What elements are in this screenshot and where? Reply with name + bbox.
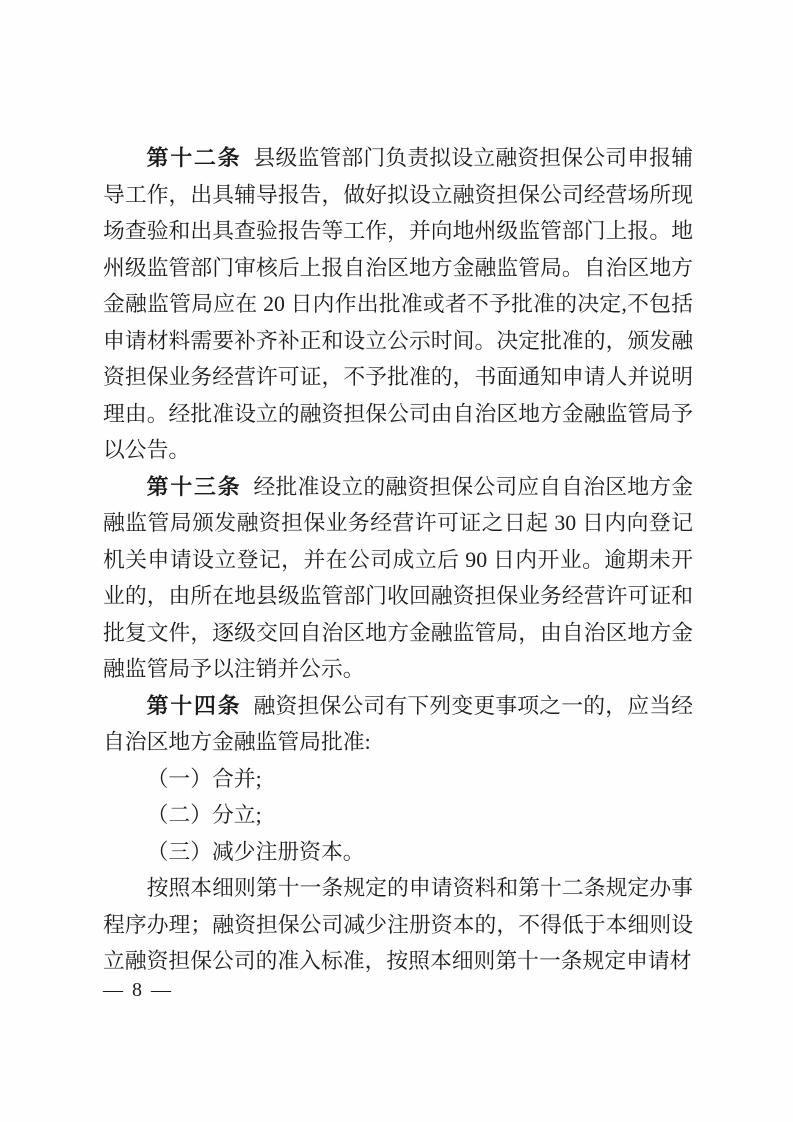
article-13-text: 经批准设立的融资担保公司应自自治区地方金融监管局颁发融资担保业务经营许可证之日起 30 日内向登记机关申请设立登记，并在公司成立后 90 日内开业。逾期未开业的，由所在地县级监管部门收回融资担保业务经营许可证和批复文件，逐级交回自治区地方金融监管局，由自治区地方金融监管局予以注销并公示。 xyxy=(103,474,693,681)
page-number: — 8 — xyxy=(103,979,173,1001)
article-12-term: 第十二条 xyxy=(146,146,242,170)
closing-paragraph: 按照本细则第十一条规定的申请资料和第十二条规定办事程序办理；融资担保公司减少注册资本的，不得低于本细则设立融资担保公司的准入标准，按照本细则第十一条规定申请材 xyxy=(103,876,693,973)
article-12-text: 县级监管部门负责拟设立融资担保公司申报辅导工作，出具辅导报告，做好拟设立融资担保公司经营场所现场查验和出具查验报告等工作，并向地州级监管部门上报。地州级监管部门审核后上报自治区地方金融监管局。自治区地方金融监管局应在 20 日内作出批准或者不予批准的决定,不包括申请材料需要补齐补正和设立公示时间。决定批准的，颁发融资担保业务经营许可证，不予批准的，书面通知申请人并说明理由。经批准设立的融资担保公司由自治区地方金融监管局予以公告。 xyxy=(103,146,693,462)
article-13-term: 第十三条 xyxy=(146,474,242,499)
article-14-text: 融资担保公司有下列变更事项之一的，应当经自治区地方金融监管局批准: xyxy=(103,693,693,754)
list-item-3: （三）减少注册资本。 xyxy=(146,839,365,864)
article-14-term: 第十四条 xyxy=(146,693,242,718)
list-item-2: （二）分立; xyxy=(146,803,262,827)
article-14-paragraph xyxy=(103,688,693,761)
document-body xyxy=(103,140,693,980)
article-13-paragraph xyxy=(103,469,693,688)
article-12-paragraph xyxy=(103,140,693,469)
list-item-1: （一）合并; xyxy=(146,766,262,791)
